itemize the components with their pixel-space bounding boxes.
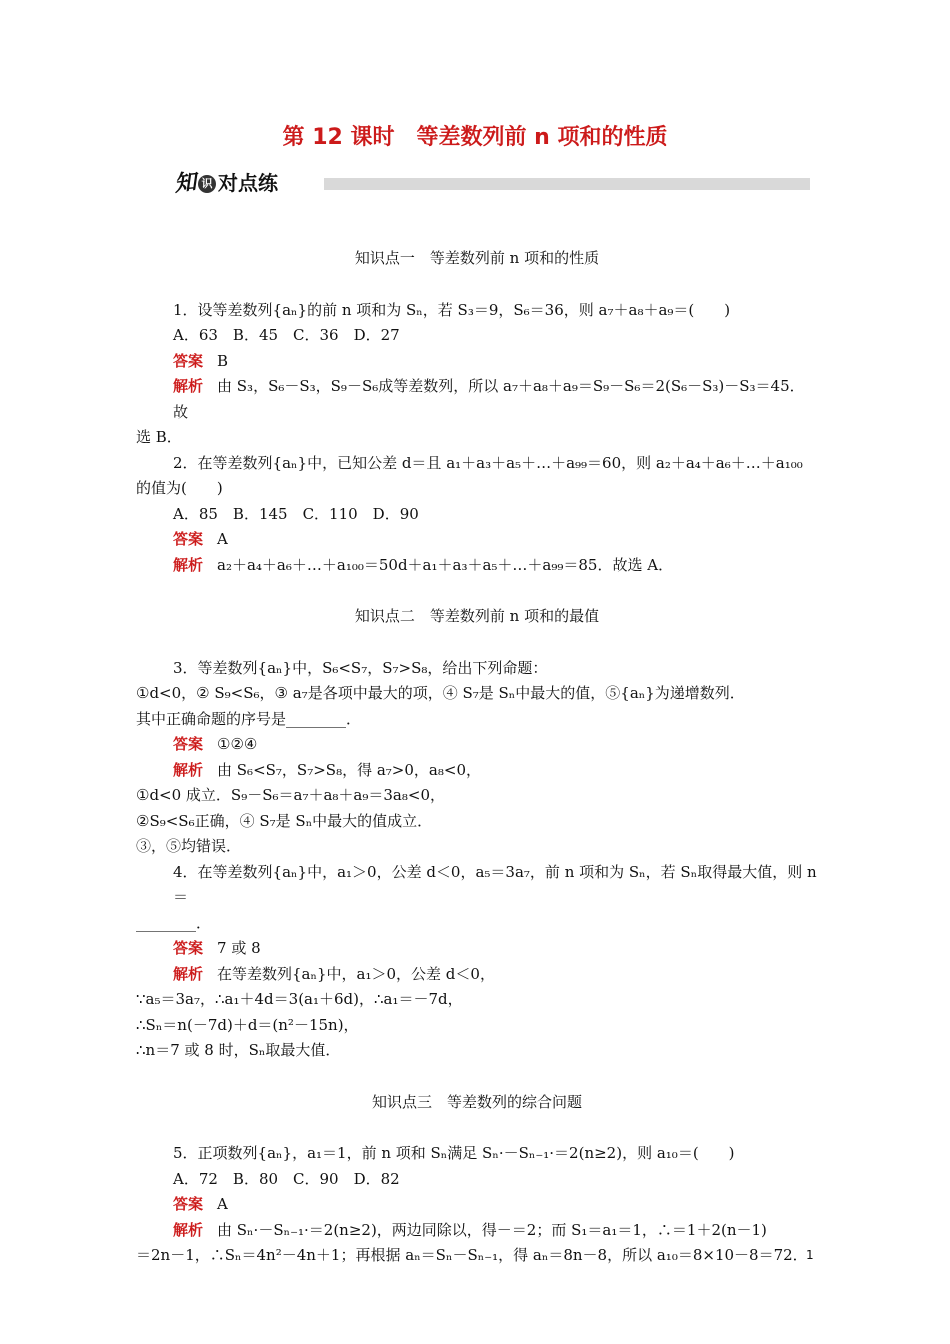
question-1-stem: 1．设等差数列{aₙ}的前 n 项和为 Sₙ，若 S₃＝9，S₆＝36，则 a₇＋a₈＋a₉＝( ) xyxy=(173,300,731,319)
banner-logo-text: 对点练 xyxy=(218,171,279,195)
banner-divider-bar xyxy=(324,178,810,190)
question-2-stem-cont: 的值为( ) xyxy=(136,479,223,497)
answer-label: 答案 xyxy=(173,939,204,957)
section-banner xyxy=(174,166,814,196)
answer-label: 答案 xyxy=(173,735,204,753)
question-1-analysis-cont: 选 B． xyxy=(136,428,182,446)
question-5-answer xyxy=(136,1192,818,1218)
question-5-analysis-cont: ＝2n－1，∴Sₙ＝4n²－4n＋1；再根据 aₙ＝Sₙ－Sₙ₋₁，得 aₙ＝8n－8，所以 a₁₀＝8×10－8＝72． xyxy=(136,1246,808,1264)
question-2 xyxy=(136,451,818,579)
answer-label: 答案 xyxy=(173,530,204,548)
banner-logo-shi: 识 xyxy=(198,175,216,193)
question-3-analysis xyxy=(136,758,818,784)
question-4-stem: 4．在等差数列{aₙ}中，a₁＞0，公差 d＜0，a₅＝3a₇，前 n 项和为 Sₙ，若 Sₙ取得最大值，则 n＝ xyxy=(173,862,817,906)
section-heading-2: 知识点二 等差数列前 n 项和的最值 xyxy=(354,607,600,625)
question-2-analysis xyxy=(136,553,818,579)
question-2-stem: 2．在等差数列{aₙ}中，已知公差 d＝且 a₁＋a₃＋a₅＋…＋a₉₉＝60，则 a₂＋a₄＋a₆＋…＋a₁₀₀ xyxy=(173,453,803,472)
analysis-text: 由 Sₙ·－Sₙ₋₁·＝2(n≥2)，两边同除以，得－＝2；而 S₁＝a₁＝1，∴＝1＋2(n－1) xyxy=(217,1220,767,1239)
question-2-options: A．85 B．145 C．110 D．90 xyxy=(173,504,419,523)
question-5-analysis xyxy=(136,1218,818,1244)
page-title: 第 12 课时 等差数列前 n 项和的性质 xyxy=(282,125,668,150)
analysis-label: 解析 xyxy=(173,1220,204,1239)
analysis-text: a₂＋a₄＋a₆＋…＋a₁₀₀＝50d＋a₁＋a₃＋a₅＋…＋a₉₉＝85．故选 A． xyxy=(217,555,674,574)
question-1-answer xyxy=(136,349,818,375)
question-3-ask: 其中正确命题的序号是________． xyxy=(136,709,362,728)
question-1 xyxy=(136,298,818,451)
answer-value: 7 或 8 xyxy=(217,939,261,957)
analysis-text: 由 S₆<S₇，S₇>S₈，得 a₇>0，a₈<0， xyxy=(217,760,481,779)
question-3-analysis-line-1: ①d<0 成立．S₉－S₆＝a₇＋a₈＋a₉＝3a₈<0， xyxy=(136,786,445,804)
analysis-text: 在等差数列{aₙ}中，a₁＞0，公差 d＜0， xyxy=(217,964,495,983)
question-3-props: ①d<0，② S₉<S₆，③ a₇是各项中最大的项，④ S₇是 Sₙ中最大的值，⑤{aₙ}为递增数列． xyxy=(136,684,745,702)
question-1-analysis xyxy=(136,374,818,425)
answer-value: A xyxy=(217,1195,228,1213)
page-number: 1 xyxy=(806,1248,814,1262)
section-heading-1: 知识点一 等差数列前 n 项和的性质 xyxy=(354,249,600,267)
answer-label: 答案 xyxy=(173,351,204,370)
question-4-stem-cont: ________． xyxy=(136,913,212,932)
question-4-analysis-line-2: ∴Sₙ＝n(－7d)＋d＝(n²－15n)， xyxy=(136,1015,359,1034)
document-body xyxy=(136,246,818,1269)
banner-logo-zhi: 知 xyxy=(172,169,198,198)
answer-label: 答案 xyxy=(173,1195,204,1213)
question-5 xyxy=(136,1141,818,1269)
question-3 xyxy=(136,656,818,860)
answer-value: ①②④ xyxy=(217,735,258,753)
section-heading-3: 知识点三 等差数列的综合问题 xyxy=(371,1092,582,1111)
question-5-stem: 5．正项数列{aₙ}，a₁＝1，前 n 项和 Sₙ满足 Sₙ·－Sₙ₋₁·＝2(n≥2)，则 a₁₀＝( ) xyxy=(173,1144,735,1162)
question-1-options: A．63 B．45 C．36 D．27 xyxy=(173,326,400,344)
question-4 xyxy=(136,860,818,1064)
question-4-analysis-line-1: ∵a₅＝3a₇，∴a₁＋4d＝3(a₁＋6d)，∴a₁＝－7d， xyxy=(136,990,463,1008)
question-5-options: A．72 B．80 C．90 D．82 xyxy=(173,1169,400,1188)
analysis-label: 解析 xyxy=(173,555,204,574)
analysis-text: 由 S₃，S₆－S₃，S₉－S₆成等差数列，所以 a₇＋a₈＋a₉＝S₉－S₆＝2(S₆－S₃)－S₃＝45．故 xyxy=(173,377,805,421)
banner-logo xyxy=(174,166,278,197)
question-4-answer xyxy=(136,936,818,962)
question-2-answer xyxy=(136,527,818,553)
analysis-label: 解析 xyxy=(173,760,204,779)
question-3-answer xyxy=(136,732,818,758)
question-4-analysis xyxy=(136,962,818,988)
answer-value: A xyxy=(217,530,228,548)
analysis-label: 解析 xyxy=(173,377,204,395)
answer-value: B xyxy=(217,351,229,370)
question-3-analysis-line-2: ②S₉<S₆正确，④ S₇是 Sₙ中最大的值成立． xyxy=(136,811,433,830)
question-4-analysis-line-3: ∴n＝7 或 8 时，Sₙ取最大值． xyxy=(136,1041,341,1059)
question-3-stem: 3．等差数列{aₙ}中，S₆<S₇，S₇>S₈，给出下列命题： xyxy=(173,658,548,677)
question-3-analysis-line-3: ③，⑤均错误． xyxy=(136,837,242,855)
analysis-label: 解析 xyxy=(173,964,204,983)
